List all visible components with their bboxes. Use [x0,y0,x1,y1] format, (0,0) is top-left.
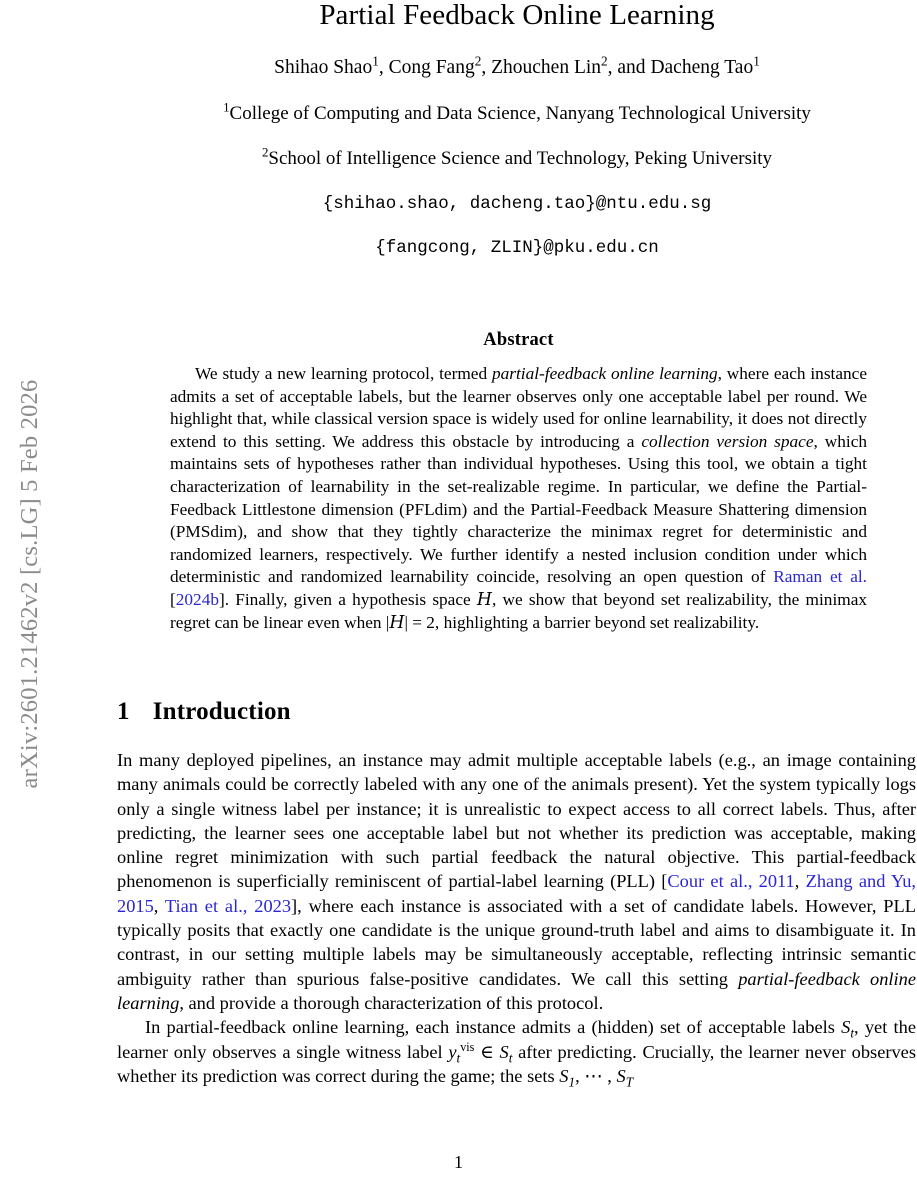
abstract-emph-1: partial-feedback online learning [491,364,718,383]
math-var-s-4: S [616,1065,626,1086]
math-script-h-2: H [389,612,405,633]
intro-paragraph-2 [117,1015,916,1088]
author-affil-mark-1: 1 [372,53,379,69]
abstract-heading: Abstract [483,330,554,350]
citation-link-raman[interactable]: Raman et al. [773,567,867,587]
page-number: 1 [454,1152,463,1172]
math-sub-t-1: t [850,1025,855,1041]
abstract-seg-4: [ [170,589,176,609]
abstract-seg-5: ]. Finally, given a hypothesis space [218,589,477,609]
abstract-seg-6: , we show that beyond set realizability, the minimax regret can be linear even when | [170,589,867,632]
author-affil-mark-3: 2 [601,53,608,69]
citation-link-cour[interactable]: Cour et al., 2011 [667,871,795,892]
section-1-heading [117,698,291,726]
author-affil-mark-2: 2 [474,53,482,69]
math-sub-t-3: t [508,1050,513,1066]
intro-p2-seg-2: , yet the learner only observes a single witness label [117,1017,916,1062]
intro-paragraph-1 [117,748,916,1015]
intro-p1-sep-1: , [794,871,806,892]
math-sup-vis: vis [460,1039,475,1054]
intro-p1-seg-3: , and provide a thorough characterization of this protocol. [179,992,604,1013]
abstract-block [170,330,867,634]
math-var-s-2: S [499,1041,509,1062]
intro-p2-seg-5: , ⋯ , [575,1065,617,1086]
math-var-y: y [448,1041,457,1062]
affiliation-text-2: School of Intelligence Science and Technology, Peking University [268,148,773,169]
email-line-2: {fangcong, ZLIN}@pku.edu.cn [375,238,659,258]
introduction-body [117,748,916,1088]
intro-p1-sep-2: , [153,895,165,916]
abstract-seg-2: , where each instance admits a set of acceptable labels, but the learner observes only one acceptable label per round. We highlight that, while classical version space is widely used for online learnability, it does not directly extend to this setting. We address this obstacle by introducing a [170,364,867,451]
abstract-seg-3: , which maintains sets of hypotheses rather than individual hypotheses. Using this tool, we obtain a tight characterization of learnability in the set-realizable regime. In particular, we define the Partial-Feedback Littlestone dimension (PFLdim) and the Partial-Feedback Measure Shattering dimension (PMSdim), and show that they tightly characterize the minimax regret for deterministic and randomized learners, respectively. We further identify a nested inclusion condition under which deterministic and randomized learnability coincide, resolving an open question of [170,431,868,587]
author-name-2: Cong Fang [388,57,475,78]
math-sub-t-2: t [456,1050,461,1066]
section-1-number: 1 [117,698,130,725]
math-script-h-1: H [476,589,492,610]
intro-p1-seg-1: In many deployed pipelines, an instance may admit multiple acceptable labels (e.g., an image containing many animals could be correctly labeled with any one of the animals present). Yet the system typically logs only a single witness label per instance; it is unrealistic to expect access to all correct labels. Thus, after predicting, the learner sees one acceptable label but not whether its prediction was acceptable, making online regret minimization with such partial feedback the natural objective. This partial-feedback phenomenon is superficially reminiscent of partial-label learning (PLL) [ [117,750,916,892]
affiliation-1 [117,101,917,127]
intro-p2-seg-3: ∈ [474,1041,500,1062]
citation-link-raman-year[interactable]: 2024b [175,589,219,609]
math-var-s-3: S [559,1065,569,1086]
citation-link-tian[interactable]: Tian et al., 2023 [164,895,292,916]
abstract-seg-7: | = 2, highlighting a barrier beyond set realizability. [404,612,760,632]
affiliation-text-1: College of Computing and Data Science, Nanyang Technological University [229,103,811,124]
author-name-4: Dacheng Tao [650,57,754,78]
author-name-1: Shihao Shao [274,57,373,78]
section-1-title: Introduction [152,698,291,725]
abstract-text [170,363,867,634]
arxiv-stamp-text: arXiv:2601.21462v2 [cs.LG] 5 Feb 2026 [16,379,43,789]
affiliation-2 [117,146,917,172]
page-title: Partial Feedback Online Learning [319,0,715,31]
affiliation-mark-1: 1 [223,99,230,115]
intro-p2-seg-4: after predicting. Crucially, the learner never observes whether its prediction was correct during the game; the sets [117,1041,917,1086]
author-conjunction: and [617,57,646,78]
intro-p1-seg-2: ], where each instance is associated with a set of candidate labels. However, PLL typically posits that exactly one candidate is the unique ground-truth label and aims to disambiguate it. In contrast, in our setting multiple labels may be simultaneously acceptable, reflecting intrinsic semantic ambiguity rather than spurious false-positive candidates. We call this setting [117,895,916,989]
math-var-s-1: S [841,1017,851,1038]
author-affil-mark-4: 1 [753,53,760,69]
author-list: Shihao Shao$^1$, Cong Fang$^2$, Zhouchen Lin$^2$, and Dacheng Tao$^1$ [274,53,760,78]
intro-emph-1: partial-feedback online learning [117,968,917,1013]
abstract-emph-2: collection version space [641,431,814,451]
math-sub-T: T [625,1074,634,1090]
abstract-seg-1: We study a new learning protocol, termed [195,364,492,383]
intro-p2-seg-1: In partial-feedback online learning, each instance admits a (hidden) set of acceptable labels [145,1017,842,1038]
author-name-3: Zhouchen Lin [491,57,602,78]
email-line-1: {shihao.shao, dacheng.tao}@ntu.edu.sg [322,194,712,214]
affiliation-mark-2: 2 [261,144,269,160]
math-sub-1: 1 [568,1074,576,1090]
citation-link-zhang-yu[interactable]: Zhang and Yu, 2015 [117,871,916,916]
